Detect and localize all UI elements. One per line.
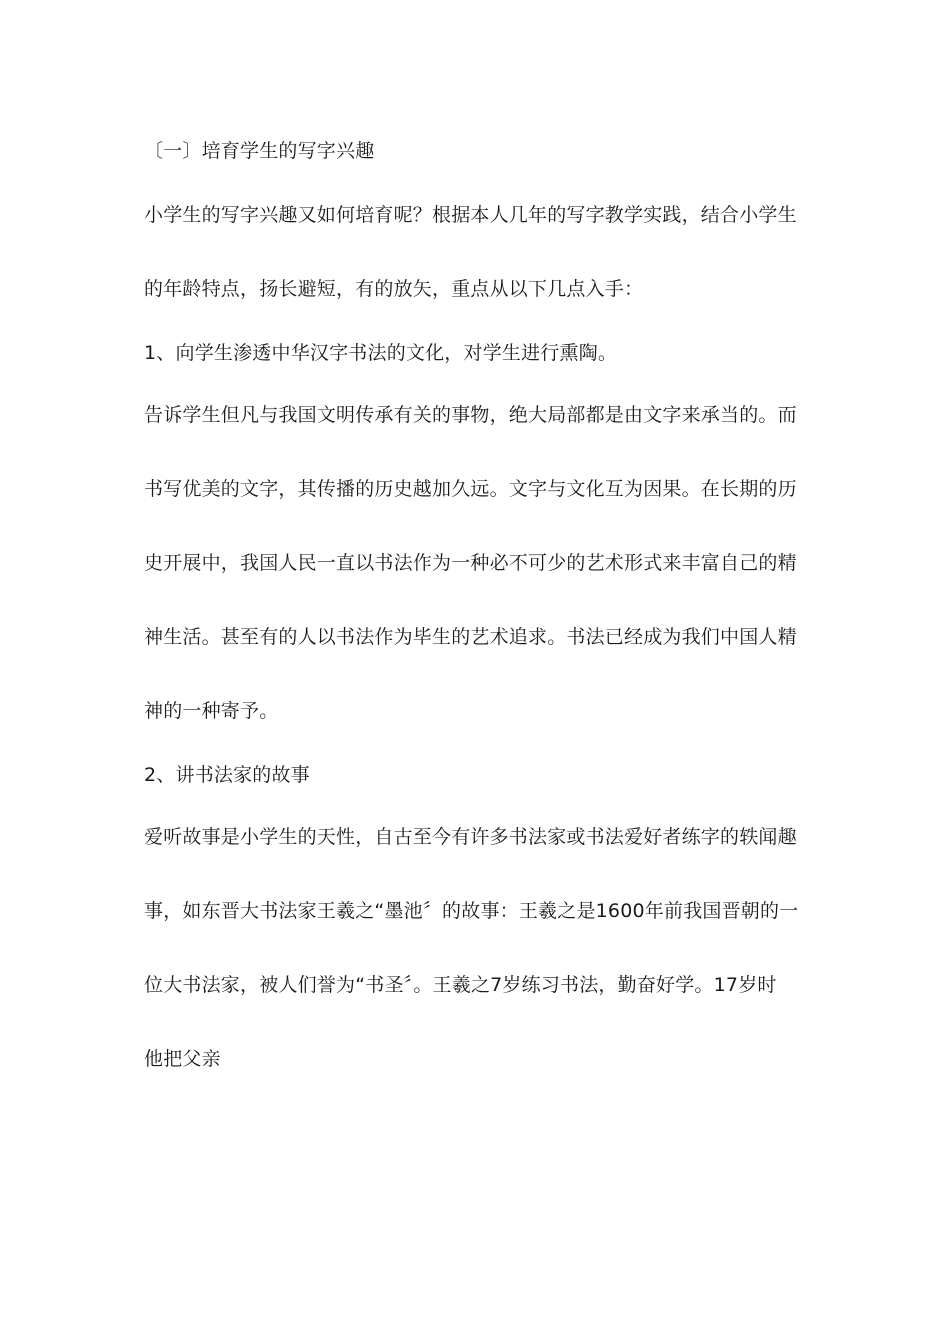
list-item-2-title: 2、讲书法家的故事 [144, 764, 310, 786]
paragraph-line-9: 事，如东晋大书法家王羲之“墨池〞的故事：王羲之是1600年前我国晋朝的一 [144, 900, 799, 922]
paragraph-line-10: 位大书法家，被人们誉为“书圣〞。王羲之7岁练习书法，勤奋好学。17岁时 [144, 974, 777, 996]
paragraph-line-4: 书写优美的文字，其传播的历史越加久远。文字与文化互为因果。在长期的历 [144, 478, 797, 500]
paragraph-line-8: 爱听故事是小学生的天性，自古至今有许多书法家或书法爱好者练字的轶闻趣 [144, 826, 797, 848]
paragraph-line-3: 告诉学生但凡与我国文明传承有关的事物，绝大局部都是由文字来承当的。而 [144, 404, 797, 426]
paragraph-line-1: 小学生的写字兴趣又如何培育呢？根据本人几年的写字教学实践，结合小学生 [144, 204, 797, 226]
paragraph-line-6: 神生活。甚至有的人以书法作为毕生的艺术追求。书法已经成为我们中国人精 [144, 626, 797, 648]
paragraph-line-2: 的年龄特点，扬长避短，有的放矢，重点从以下几点入手： [144, 278, 644, 300]
section-heading: 〔一〕培育学生的写字兴趣 [144, 140, 375, 162]
paragraph-line-7: 神的一种寄予。 [144, 700, 279, 722]
paragraph-line-11: 他把父亲 [144, 1048, 221, 1070]
list-item-1-title: 1、向学生渗透中华汉字书法的文化，对学生进行熏陶。 [144, 342, 618, 364]
paragraph-line-5: 史开展中，我国人民一直以书法作为一种必不可少的艺术形式来丰富自己的精 [144, 552, 797, 574]
